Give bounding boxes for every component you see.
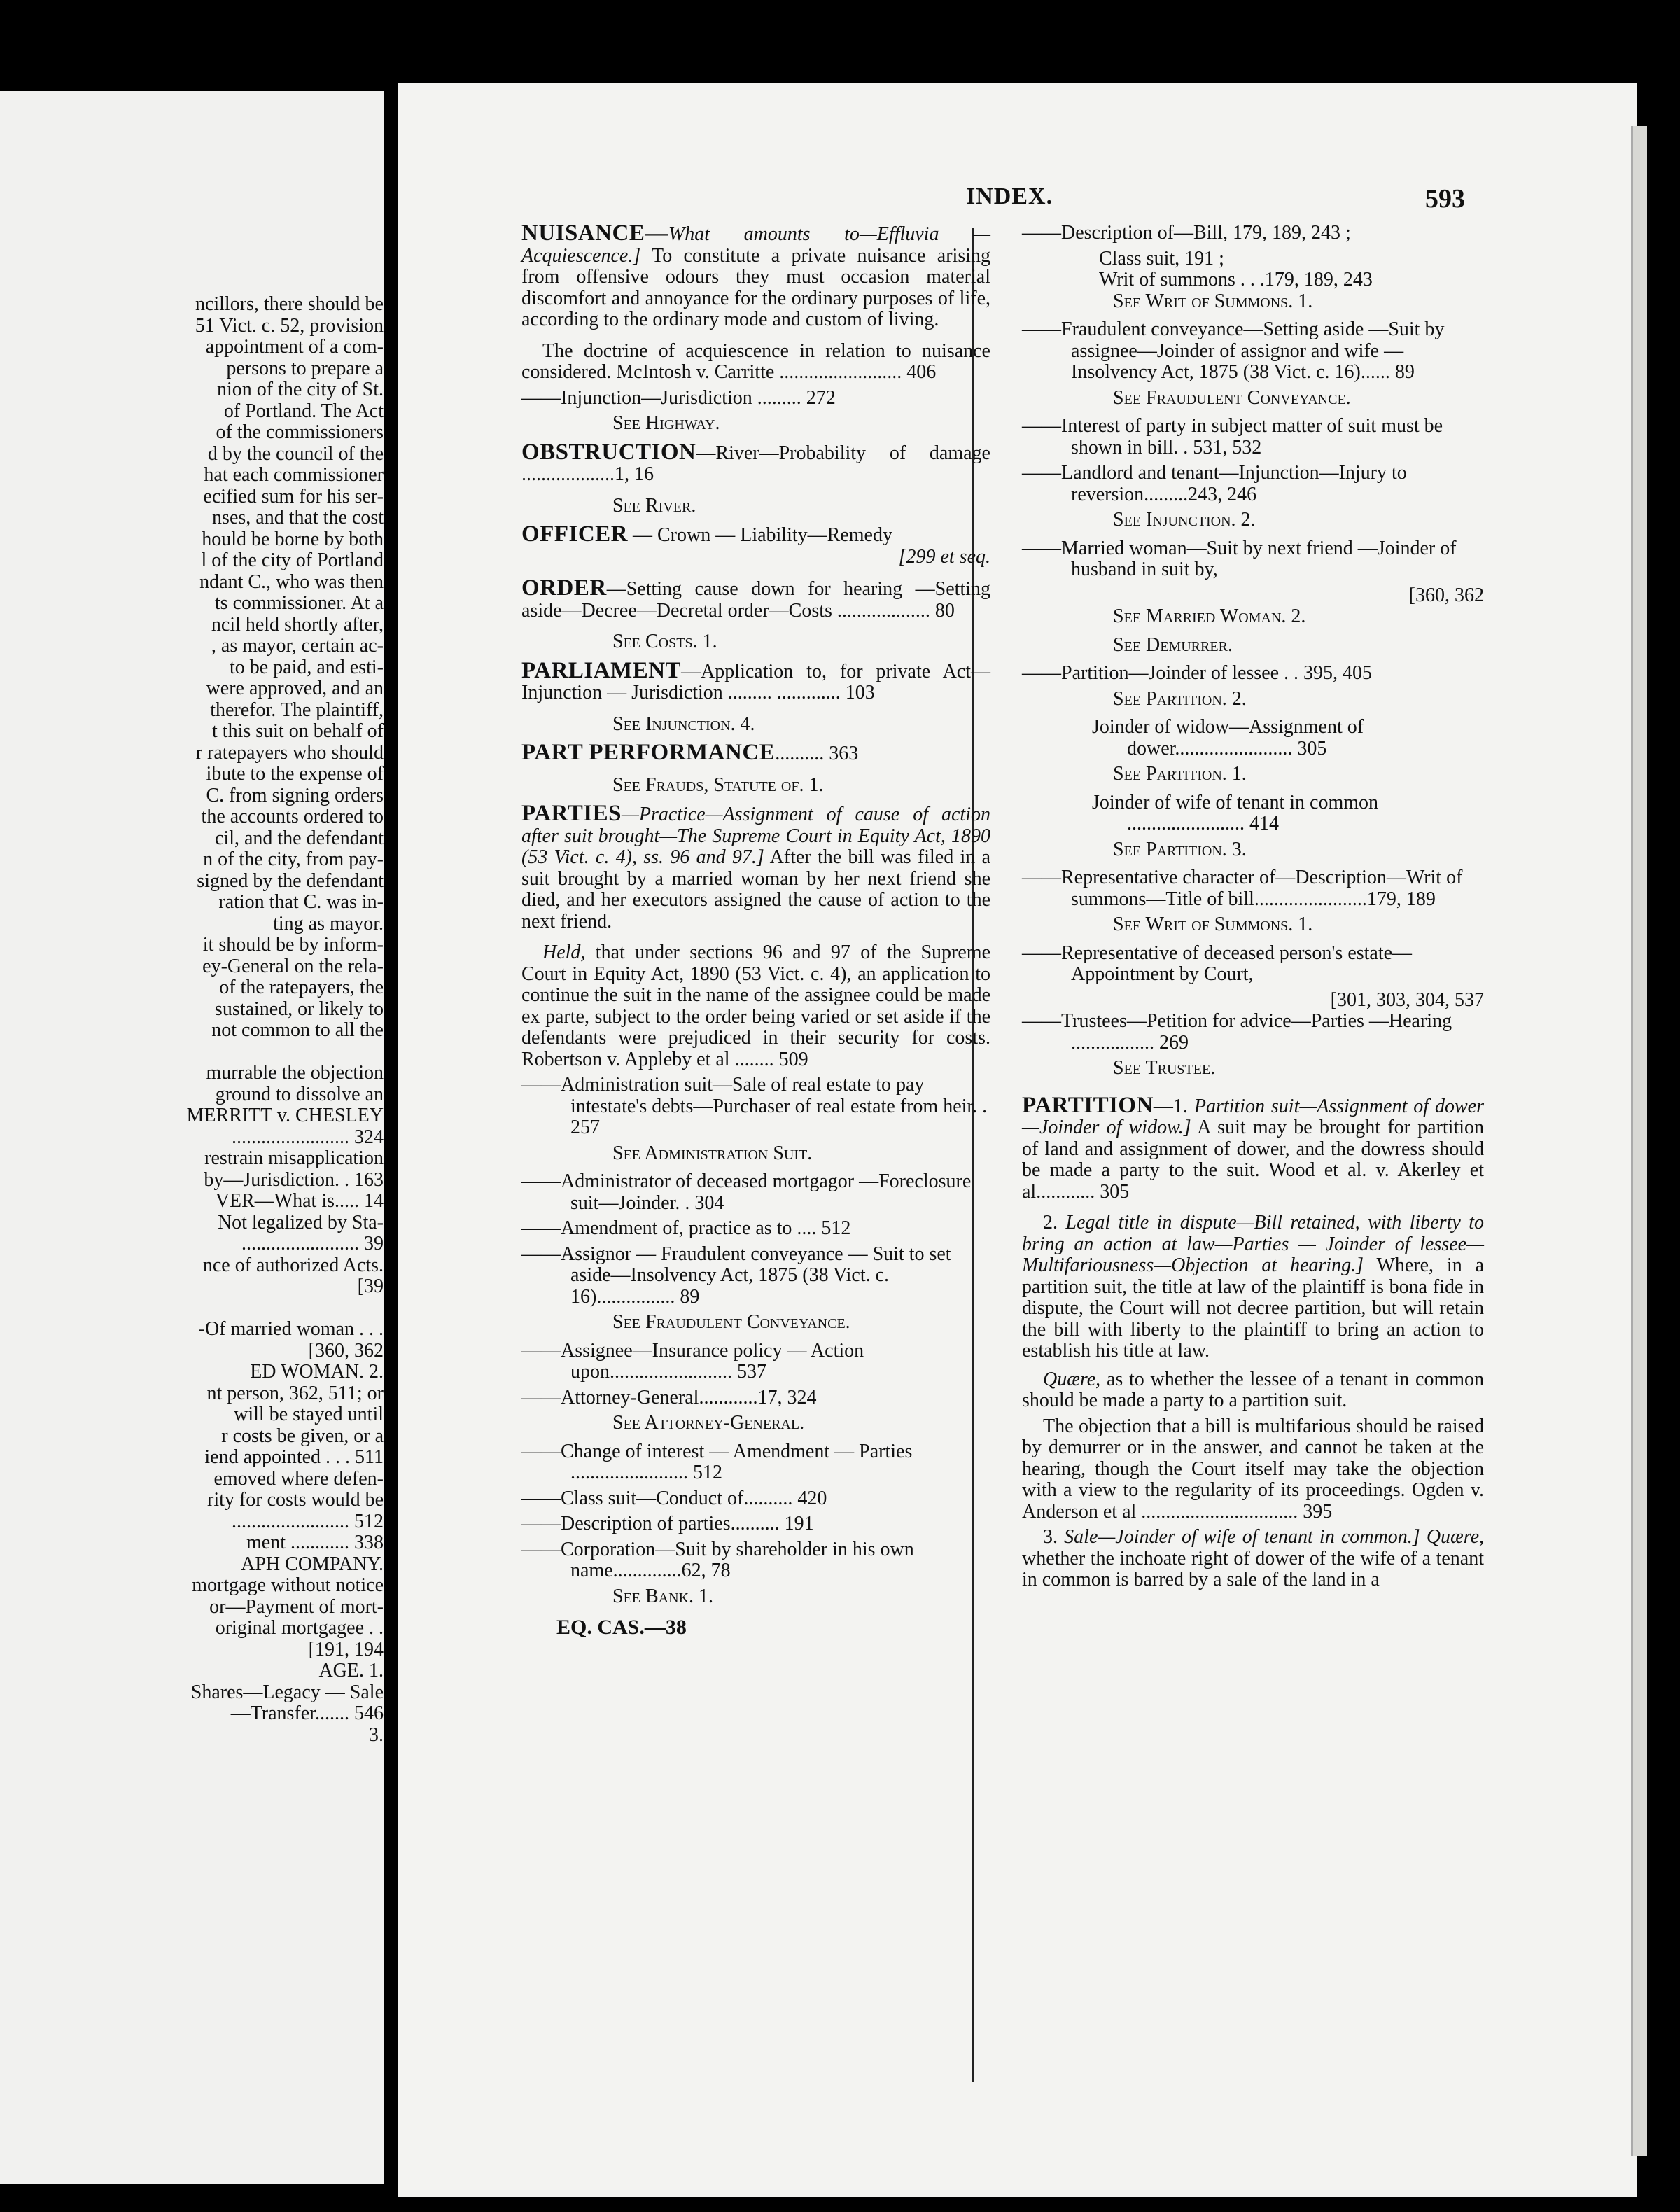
entry-paragraph (1022, 1212, 1484, 1362)
headword: OFFICER (522, 522, 628, 547)
see-reference: See Frauds, Statute of. 1. (612, 774, 824, 796)
see-reference: See Writ of Summons. 1. (1113, 290, 1313, 312)
left-page-line: ........................ 324 (232, 1126, 384, 1148)
left-page-line: t this suit on behalf of (212, 720, 384, 742)
entry-partition (1022, 1092, 1485, 1203)
sub-entry: ——Assignee—Insurance policy — Action upon......................... 537 (522, 1339, 864, 1382)
see-reference: See Injunction. 4. (612, 713, 755, 735)
entry-text: as to whether the lessee of a tenant in common should be made a party to a partition suit. (1022, 1368, 1484, 1411)
left-page-line: were approved, and an (206, 678, 384, 699)
headword: PART PERFORMANCE (522, 740, 776, 765)
left-page-line: ey-General on the rela- (202, 955, 384, 977)
left-page-line: hat each commissioner (204, 464, 384, 486)
left-page-line: rity for costs would be (207, 1489, 384, 1511)
sub-entry-line: Writ of summons . . .179, 189, 243 (1099, 269, 1373, 290)
see-reference: See Attorney-General. (612, 1412, 805, 1434)
left-page-line: r ratepayers who should (195, 741, 384, 764)
sub-entry: ——Assignor — Fraudulent conveyance — Suit to set aside—Insolvency Act, 1875 (38 Vict. c. 16)................ 89 (522, 1242, 951, 1308)
left-page-line: nt person, 362, 511; or (206, 1382, 384, 1404)
left-page-line: r costs be given, or a (221, 1424, 384, 1447)
left-page-line: MERRITT v. CHESLEY (186, 1105, 384, 1126)
see-reference: See River. (612, 494, 696, 517)
entry-ref: [301, 303, 304, 537 (1330, 988, 1484, 1011)
left-page-line: not common to all the (211, 1019, 384, 1041)
left-page-line: of Portland. The Act (223, 400, 384, 422)
sub-entry-line: Class suit, 191 ; (1099, 247, 1224, 270)
see-reference: See Bank. 1. (612, 1585, 714, 1607)
signature-mark: EQ. CAS.—38 (556, 1616, 687, 1639)
entry-officer (522, 524, 990, 568)
left-page-line: sustained, or likely to (214, 997, 384, 1020)
left-page-line: C. from signing orders (206, 784, 384, 806)
entry-italic: —Practice—Assignment of cause of action after suit brought—The Supreme Court in Equity Act, 1890 (53 Vict. c. 4), ss. 96 and 97.] (522, 804, 990, 868)
page-number: 593 (1425, 184, 1465, 214)
entry-text: —River—Probability of damage ...................1, 16 (522, 442, 990, 485)
entry-parties (522, 803, 990, 932)
left-page-line: hould be borne by both (202, 528, 384, 550)
left-page-line: APH COMPANY. (241, 1553, 384, 1575)
entry-text: — Crown — Liability—Remedy (628, 524, 892, 546)
entry-number: —1. (1153, 1095, 1188, 1117)
sub-entry: ——Corporation—Suit by shareholder in his own name..............62, 78 (522, 1538, 914, 1581)
left-page (0, 91, 384, 2184)
entry-text: that under sections 96 and 97 of the Supreme Court in Equity Act, 1890 (53 Vict. c. 4), an application to continue the suit in the name of the assignee could be made ex parte, subject to the order being varied or set aside if the defendants were prejudiced in their security for costs. Robertson v. Appleby et al ........ 509 (522, 941, 990, 1070)
left-page-line: nce of authorized Acts. (202, 1254, 384, 1276)
left-page-line: Not legalized by Sta- (217, 1211, 384, 1233)
index-column-1 (522, 220, 991, 1639)
headword: PARLIAMENT (522, 657, 682, 683)
entry-text: A suit may be brought for partition of land and assignment of dower, and the dowress should be made a party to the suit. Wood et al. v. Akerley et al............ 305 (1022, 1116, 1485, 1203)
entry-italic: Partition suit—Assignment of dower—Joinder of widow.] (1022, 1095, 1484, 1138)
headword: ORDER (522, 575, 607, 601)
sub-entry: ——Married woman—Suit by next friend —Joinder of husband in suit by, (1022, 537, 1457, 580)
left-page-line: [360, 362 (308, 1339, 384, 1362)
left-page-line: it should be by inform- (202, 934, 384, 955)
left-page-line: ibute to the expense of (206, 763, 384, 785)
left-page-line: of the commissioners (216, 421, 384, 443)
index-column-2 (1022, 223, 1484, 1598)
sub-entry: ——Change of interest — Amendment — Parties ........................ 512 (522, 1440, 913, 1483)
sub-entry: ——Class suit—Conduct of.......... 420 (522, 1487, 827, 1509)
sub-entry: ——Description of parties.......... 191 (522, 1513, 814, 1534)
sub-entry: ——Administrator of deceased mortgagor —Foreclosure suit—Joinder. . 304 (522, 1170, 972, 1214)
headword: NUISANCE— (522, 220, 668, 246)
see-reference: See Married Woman. 2. (1113, 606, 1306, 627)
left-page-line: emoved where defen- (214, 1467, 384, 1490)
entry-number: 2. (1043, 1212, 1058, 1233)
sub-entry: ——Attorney-General............17, 324 (522, 1386, 817, 1408)
sub-entry: Joinder of wife of tenant in common ........................ 414 (1092, 791, 1379, 834)
left-page-line: ts commissioner. At a (214, 592, 384, 614)
see-reference: See Costs. 1. (612, 631, 718, 652)
entry-paragraph: The objection that a bill is multifarious should be raised by demurrer or in the answer, and cannot be taken at the hearing, though the Court itself may take the objection with a view to the regularity of its proceedings. Ogden v. Anderson et al ................................ 395 (1022, 1415, 1484, 1522)
left-page-line: AGE. 1. (318, 1660, 384, 1681)
left-page-line: restrain misapplication (204, 1147, 384, 1169)
sub-entry: ——Representative character of—Description—Writ of summons—Title of bill.......................179, 189 (1022, 867, 1463, 910)
page-edge (1631, 126, 1647, 2156)
entry-number: 3. (1043, 1526, 1058, 1548)
left-page-line: -Of married woman . . . (198, 1318, 384, 1340)
see-reference: See Demurrer. (1113, 634, 1233, 656)
see-reference: See Partition. 3. (1113, 838, 1247, 860)
sub-entry: ——Landlord and tenant—Injunction—Injury to reversion.........243, 246 (1022, 462, 1407, 505)
entry-obstruction (522, 439, 990, 486)
left-page-line: nses, and that the cost (212, 507, 384, 528)
left-page-line: appointment of a com- (205, 336, 384, 358)
sub-entry: ——Fraudulent conveyance—Setting aside —Suit by assignee—Joinder of assignor and wife — Insolvency Act, 1875 (38 Vict. c. 16)...... 89 (1022, 318, 1445, 383)
see-reference: See Injunction. 2. (1113, 509, 1256, 531)
entry-ref: [299 et seq. (898, 545, 990, 568)
left-page-line: cil, and the defendant (214, 827, 384, 849)
sub-entry: ——Representative of deceased person's estate—Appointment by Court, (1022, 941, 1413, 985)
left-page-line: , as mayor, certain ac- (211, 635, 384, 657)
sub-entry: ——Interest of party in subject matter of suit must be shown in bill. . 531, 532 (1022, 415, 1443, 458)
left-page-line: l of the city of Portland (201, 550, 384, 571)
entry-text: —Setting cause down for hearing —Setting aside—Decree—Decretal order—Costs ................... 80 (522, 578, 990, 622)
left-page-line: ........................ 39 (241, 1233, 384, 1254)
see-reference: See Fraudulent Conveyance. (1113, 386, 1351, 409)
left-page-line: to be paid, and esti- (229, 656, 384, 678)
left-page-line: [39 (357, 1275, 384, 1297)
entry-text: .......... 363 (775, 743, 859, 764)
left-page-line: iend appointed . . . 511 (204, 1446, 384, 1468)
entry-italic: Quære, (1420, 1526, 1484, 1548)
left-page-line (6, 1042, 384, 1063)
left-page-line: original mortgagee . . (215, 1617, 384, 1639)
entry-paragraph: The doctrine of acquiescence in relation to nuisance considered. McIntosh v. Carritte ......................... 406 (522, 340, 990, 383)
left-page-line: nion of the city of St. (217, 379, 384, 400)
left-page-line: of the ratepayers, the (219, 976, 384, 998)
left-page-line: ........................ 512 (232, 1510, 384, 1532)
entry-text: —Application to, for private Act—Injunction — Jurisdiction ......... ............. 103 (522, 660, 990, 704)
see-reference: See Partition. 1. (1113, 763, 1247, 785)
see-reference: See Highway. (612, 412, 720, 434)
see-reference: See Partition. 2. (1113, 687, 1247, 710)
left-page-line: ment ............ 338 (246, 1532, 384, 1553)
see-reference: See Administration Suit. (612, 1142, 813, 1164)
left-page-line: ED WOMAN. 2. (250, 1361, 384, 1382)
left-page-line: ground to dissolve an (215, 1083, 384, 1105)
entry-text: After the bill was filed in a suit brought by a married woman by her next friend she died, and her executors assigned the cause of action to the next friend. (522, 846, 991, 932)
entry-italic: What amounts to—Effluvia —Acquiescence.] (522, 223, 990, 267)
entry-text: To constitute a private nuisance arising from offensive odours they must occasion material discomfort and annoyance for the ordinary purposes of life, according to the ordinary mode and custom of living. (522, 244, 990, 330)
entry-italic: Sale—Joinder of wife of tenant in common.] (1058, 1526, 1420, 1548)
left-page-line: mortgage without notice (192, 1574, 384, 1596)
entry-italic: Legal title in dispute—Bill retained, with liberty to bring an action at law—Parties — Joinder of lessee—Multifariousness—Objection at hearing.] (1022, 1212, 1484, 1276)
running-head: INDEX. (966, 183, 1054, 209)
left-page-line: signed by the defendant (197, 869, 384, 892)
entry-order (522, 575, 990, 622)
see-reference: See Writ of Summons. 1. (1113, 913, 1313, 935)
left-page-line: ndant C., who was then (200, 570, 384, 593)
headword: PARTIES (522, 801, 622, 826)
left-page-line (6, 1298, 384, 1320)
left-page-line: ncil held shortly after, (211, 613, 384, 636)
left-page-line: Shares—Legacy — Sale (190, 1681, 384, 1703)
see-reference: See Trustee. (1113, 1057, 1216, 1079)
sub-entry: Joinder of widow—Assignment of dower........................ 305 (1092, 716, 1364, 760)
left-page-line: d by the council of the (207, 442, 384, 465)
left-page-line: 3. (369, 1723, 384, 1746)
sub-entry: ——Partition—Joinder of lessee . . 395, 405 (1022, 662, 1373, 684)
entry-paragraph (1022, 1527, 1484, 1591)
headword: PARTITION (1022, 1092, 1154, 1118)
entry-paragraph (522, 942, 990, 1070)
entry-ref: [360, 362 (1408, 584, 1484, 606)
left-page-line: will be stayed until (234, 1404, 384, 1425)
sub-entry: ——Injunction—Jurisdiction ......... 272 (522, 386, 836, 409)
entry-paragraph (1022, 1369, 1484, 1412)
left-page-line: persons to prepare a (226, 357, 384, 379)
sub-entry: ——Amendment of, practice as to .... 512 (522, 1217, 851, 1239)
entry-parliament (522, 657, 990, 704)
entry-italic: Quære, (1043, 1368, 1101, 1390)
entry-part-performance (522, 742, 990, 765)
entry-text: Where, in a partition suit, the title at law of the plaintiff is bona fide in dispute, the Court will not decree partition, but will retain the bill with liberty to the plaintiff to bring an action to establish his title at law. (1022, 1254, 1485, 1362)
entry-italic: Held, (542, 941, 586, 963)
left-page-text (6, 294, 384, 1746)
left-page-line: —Transfer....... 546 (230, 1702, 384, 1724)
left-page-line: n of the city, from pay- (203, 848, 384, 870)
left-page-line: [191, 194 (308, 1638, 384, 1660)
left-page-line: therefor. The plaintiff, (210, 699, 384, 721)
headword: OBSTRUCTION (522, 439, 696, 465)
left-page-line: murrable the objection (206, 1062, 384, 1084)
left-page-line: ncillors, there should be (195, 293, 384, 315)
sub-entry: ——Administration suit—Sale of real estate to pay intestate's debts—Purchaser of real estate from heir. . 257 (522, 1074, 988, 1138)
entry-nuisance (522, 220, 990, 331)
left-page-line: the accounts ordered to (201, 806, 384, 827)
left-page-line: by—Jurisdiction. . 163 (204, 1168, 384, 1191)
see-reference: See Fraudulent Conveyance. (612, 1311, 850, 1333)
left-page-line: ting as mayor. (273, 912, 384, 934)
left-page-line: ration that C. was in- (218, 891, 384, 913)
left-page-line: or—Payment of mort- (209, 1595, 384, 1618)
sub-entry: ——Description of—Bill, 179, 189, 243 ; (1022, 222, 1351, 244)
left-page-line: ecified sum for his ser- (203, 485, 384, 507)
sub-entry: ——Trustees—Petition for advice—Parties —Hearing ................. 269 (1022, 1010, 1452, 1054)
left-page-line: VER—What is..... 14 (215, 1190, 384, 1212)
entry-text: whether the inchoate right of dower of the wife of a tenant in common is barred by a sale of the land in a (1022, 1547, 1484, 1590)
left-page-line: 51 Vict. c. 52, provision (195, 314, 384, 337)
